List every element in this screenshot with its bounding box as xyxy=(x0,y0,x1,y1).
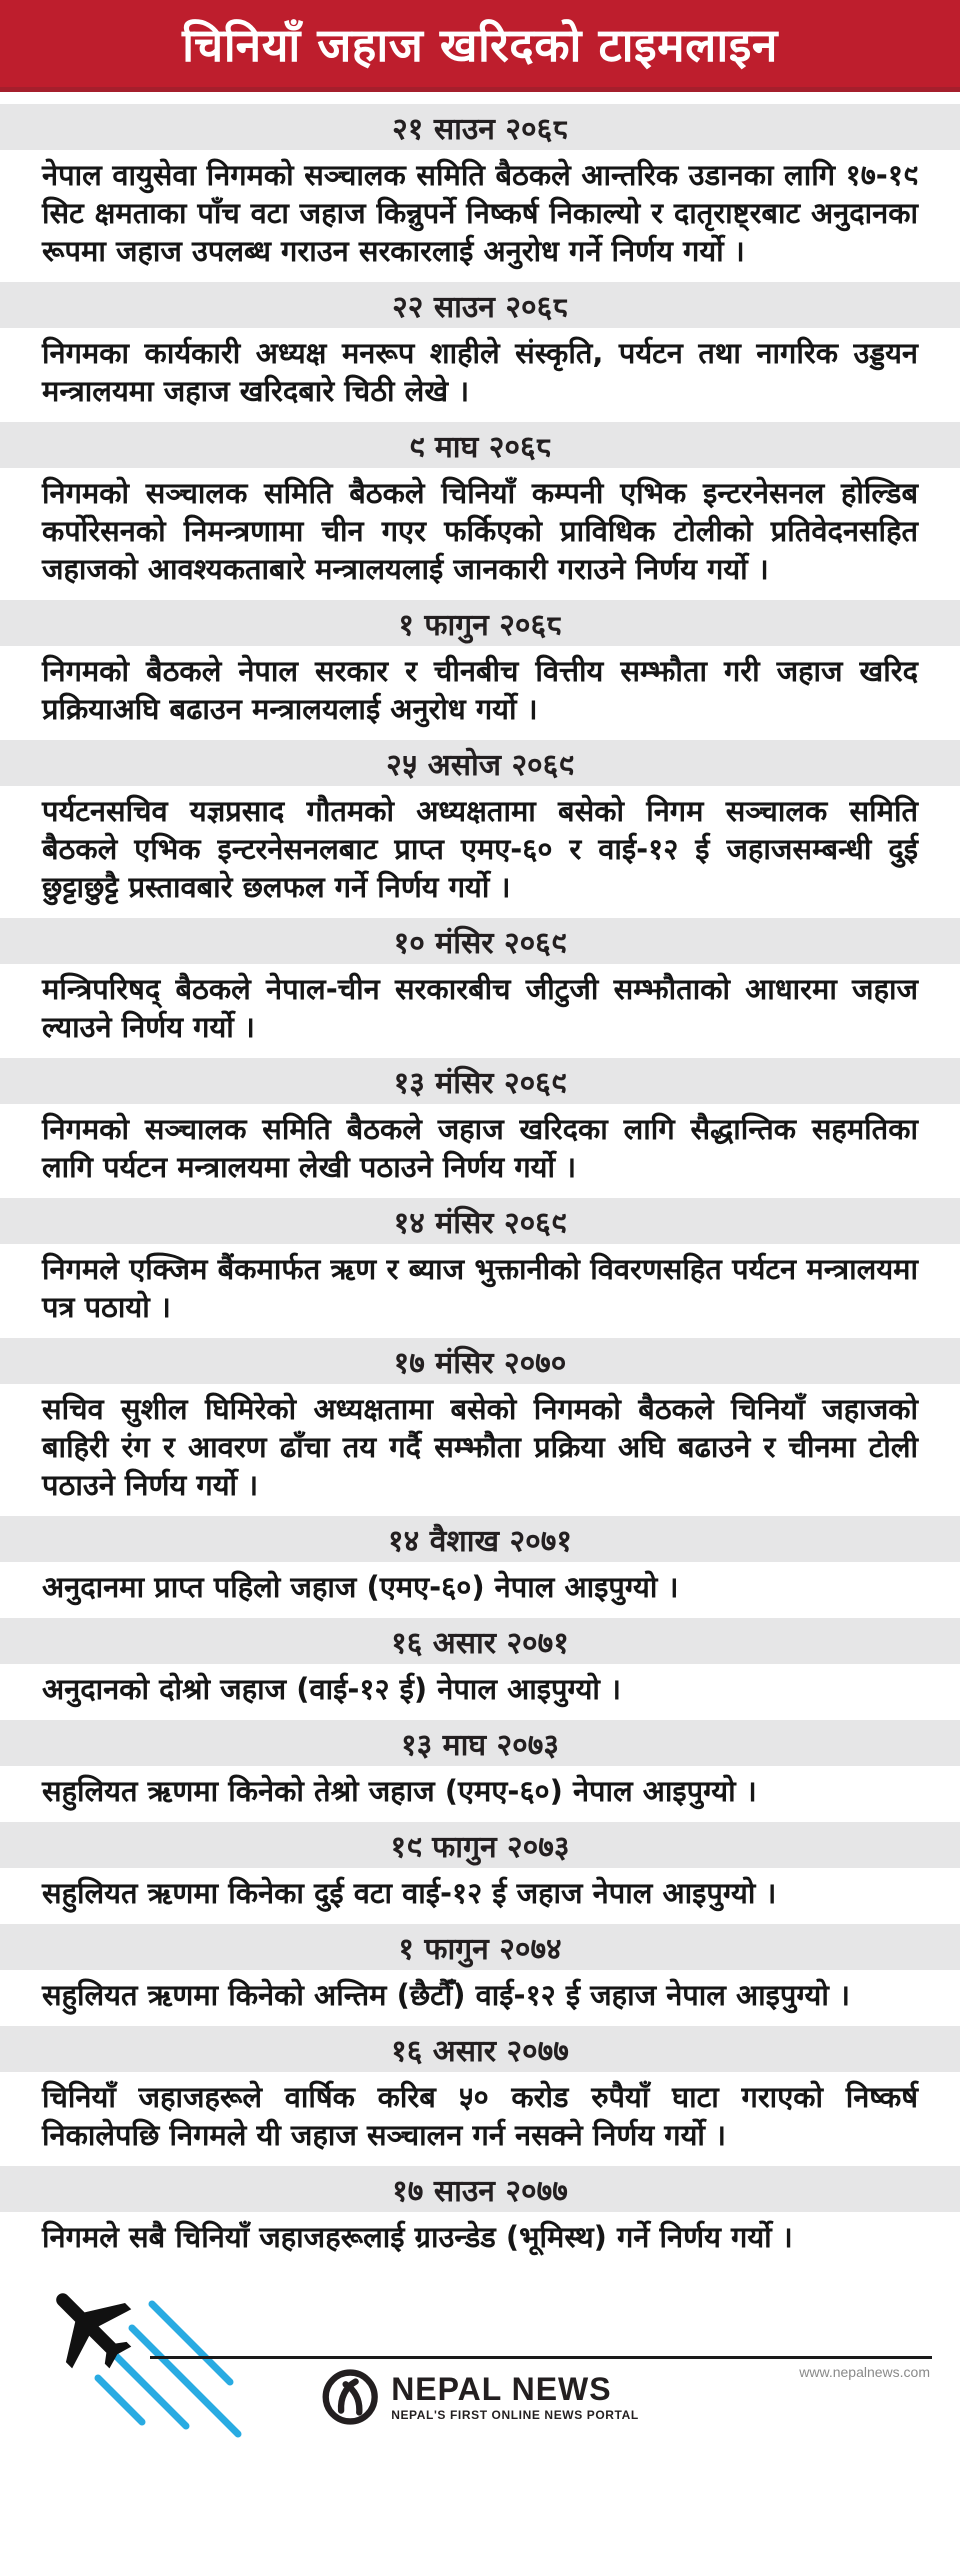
event-date-bar xyxy=(0,1924,960,1970)
event-date-bar xyxy=(0,1198,960,1244)
timeline-event xyxy=(0,1618,960,1708)
event-date-bar xyxy=(0,1516,960,1562)
event-description: अनुदानको दोश्रो जहाज (वाई-१२ ई) नेपाल आइपुग्यो । xyxy=(42,1672,621,1706)
event-description: मन्त्रिपरिषद् बैठकले नेपाल-चीन सरकारबीच जीटुजी सम्झौताको आधारमा जहाज ल्याउने निर्णय गर्यो । xyxy=(42,972,918,1044)
event-date-bar xyxy=(0,1822,960,1868)
website-url: www.nepalnews.com xyxy=(799,2364,930,2380)
footer xyxy=(0,2260,960,2440)
event-date: १७ साउन २०७७ xyxy=(392,2173,568,2209)
timeline-event xyxy=(0,1516,960,1606)
nepal-news-logo-icon xyxy=(321,2368,379,2426)
event-description: निगमको बैठकले नेपाल सरकार र चीनबीच वित्तीय सम्झौता गरी जहाज खरिद प्रक्रियाअघि बढाउन मन्त्रालयलाई अनुरोध गर्यो । xyxy=(42,654,918,726)
event-date: १३ माघ २०७३ xyxy=(401,1727,559,1763)
event-date: २१ साउन २०६८ xyxy=(392,111,568,147)
event-description: चिनियाँ जहाजहरूले वार्षिक करिब ५० करोड रुपैयाँ घाटा गराएको निष्कर्ष निकालेपछि निगमले यी जहाज सञ्चालन गर्न नसक्ने निर्णय गर्यो । xyxy=(42,2080,918,2152)
timeline-event xyxy=(0,918,960,1046)
timeline-event xyxy=(0,1822,960,1912)
timeline-event xyxy=(0,740,960,906)
event-date-bar xyxy=(0,2166,960,2212)
event-date-bar xyxy=(0,1720,960,1766)
event-description: निगमका कार्यकारी अध्यक्ष मनरूप शाहीले संस्कृति, पर्यटन तथा नागरिक उड्डयन मन्त्रालयमा जहाज खरिदबारे चिठी लेखे । xyxy=(42,336,918,408)
event-date-bar xyxy=(0,2026,960,2072)
event-date-bar xyxy=(0,740,960,786)
timeline-event xyxy=(0,1198,960,1326)
event-date: १६ असार २०७१ xyxy=(391,1625,569,1661)
event-date-bar xyxy=(0,1058,960,1104)
event-description: सहुलियत ऋणमा किनेका दुई वटा वाई-१२ ई जहाज नेपाल आइपुग्यो । xyxy=(42,1876,777,1910)
timeline-event xyxy=(0,1058,960,1186)
event-date-bar xyxy=(0,600,960,646)
event-date: १३ मंसिर २०६९ xyxy=(393,1065,567,1101)
event-date: १४ मंसिर २०६९ xyxy=(393,1205,567,1241)
timeline-event xyxy=(0,104,960,270)
brand-text xyxy=(391,2370,639,2422)
timeline-event xyxy=(0,422,960,588)
timeline xyxy=(0,104,960,2256)
event-date: १ फागुन २०६८ xyxy=(398,607,562,643)
event-description: अनुदानमा प्राप्त पहिलो जहाज (एमए-६०) नेपाल आइपुग्यो । xyxy=(42,1570,679,1604)
event-date-bar xyxy=(0,1618,960,1664)
brand-tagline: NEPAL'S FIRST ONLINE NEWS PORTAL xyxy=(391,2407,639,2422)
event-description: सहुलियत ऋणमा किनेको अन्तिम (छैटौँ) वाई-१२ ई जहाज नेपाल आइपुग्यो । xyxy=(42,1978,850,2012)
timeline-event xyxy=(0,2166,960,2256)
event-date-bar xyxy=(0,282,960,328)
event-description: निगमले सबै चिनियाँ जहाजहरूलाई ग्राउन्डेड (भूमिस्थ) गर्ने निर्णय गर्यो । xyxy=(42,2220,793,2254)
event-description: निगमको सञ्चालक समिति बैठकले जहाज खरिदका लागि सैद्धान्तिक सहमतिका लागि पर्यटन मन्त्रालयमा लेखी पठाउने निर्णय गर्यो । xyxy=(42,1112,918,1184)
timeline-event xyxy=(0,1924,960,2014)
timeline-event xyxy=(0,600,960,728)
brand-name: NEPAL NEWS xyxy=(391,2370,612,2407)
event-date: १ फागुन २०७४ xyxy=(398,1931,562,1967)
event-date-bar xyxy=(0,918,960,964)
footer-divider-line xyxy=(150,2356,932,2359)
timeline-event xyxy=(0,1720,960,1810)
event-description: निगमको सञ्चालक समिति बैठकले चिनियाँ कम्पनी एभिक इन्टरनेसनल होल्डिब कर्पोरेसनको निमन्त्रणामा चीन गएर फर्किएको प्राविधिक टोलीको प्रतिवेदनसहित जहाजको आवश्यकताबारे मन्त्रालयलाई जानकारी गराउने निर्णय गर्यो । xyxy=(42,476,918,586)
event-date: ९ माघ २०६८ xyxy=(408,429,552,465)
airplane-icon xyxy=(30,2264,330,2440)
event-date: १९ फागुन २०७३ xyxy=(390,1829,570,1865)
page-title: चिनियाँ जहाज खरिदको टाइमलाइन xyxy=(182,17,778,72)
event-date: २५ असोज २०६९ xyxy=(386,747,574,783)
event-description: निगमले एक्जिम बैंकमार्फत ऋण र ब्याज भुक्तानीको विवरणसहित पर्यटन मन्त्रालयमा पत्र पठायो । xyxy=(42,1252,918,1324)
event-description: सचिव सुशील घिमिरेको अध्यक्षतामा बसेको निगमको बैठकले चिनियाँ जहाजको बाहिरी रंग र आवरण ढाँचा तय गर्दै सम्झौता प्रक्रिया अघि बढाउने र चीनमा टोली पठाउने निर्णय गर्यो । xyxy=(42,1392,918,1502)
title-bar xyxy=(0,0,960,92)
event-date: १७ मंसिर २०७० xyxy=(393,1345,567,1381)
timeline-event xyxy=(0,1338,960,1504)
nepal-news-logo xyxy=(321,2368,639,2426)
event-date: १६ असार २०७७ xyxy=(391,2033,569,2069)
event-date-bar xyxy=(0,1338,960,1384)
contrail-lines xyxy=(98,2304,238,2434)
event-date: १० मंसिर २०६९ xyxy=(393,925,567,961)
event-description: पर्यटनसचिव यज्ञप्रसाद गौतमको अध्यक्षतामा बसेको निगम सञ्चालक समिति बैठकले एभिक इन्टरनेसनलबाट प्राप्त एमए-६० र वाई-१२ ई जहाजसम्बन्धी दुई छुट्टाछुट्टै प्रस्तावबारे छलफल गर्ने निर्णय गर्यो । xyxy=(42,794,918,904)
event-date: २२ साउन २०६८ xyxy=(392,289,568,325)
event-date: १४ वैशाख २०७१ xyxy=(388,1523,572,1559)
timeline-event xyxy=(0,2026,960,2154)
event-description: सहुलियत ऋणमा किनेको तेश्रो जहाज (एमए-६०) नेपाल आइपुग्यो । xyxy=(42,1774,757,1808)
timeline-event xyxy=(0,282,960,410)
event-date-bar xyxy=(0,104,960,150)
event-description: नेपाल वायुसेवा निगमको सञ्चालक समिति बैठकले आन्तरिक उडानका लागि १७-१९ सिट क्षमताका पाँच वटा जहाज किन्नुपर्ने निष्कर्ष निकाल्यो र दातृराष्ट्रबाट अनुदानका रूपमा जहाज उपलब्ध गराउन सरकारलाई अनुरोध गर्ने निर्णय गर्यो । xyxy=(42,158,918,268)
event-date-bar xyxy=(0,422,960,468)
